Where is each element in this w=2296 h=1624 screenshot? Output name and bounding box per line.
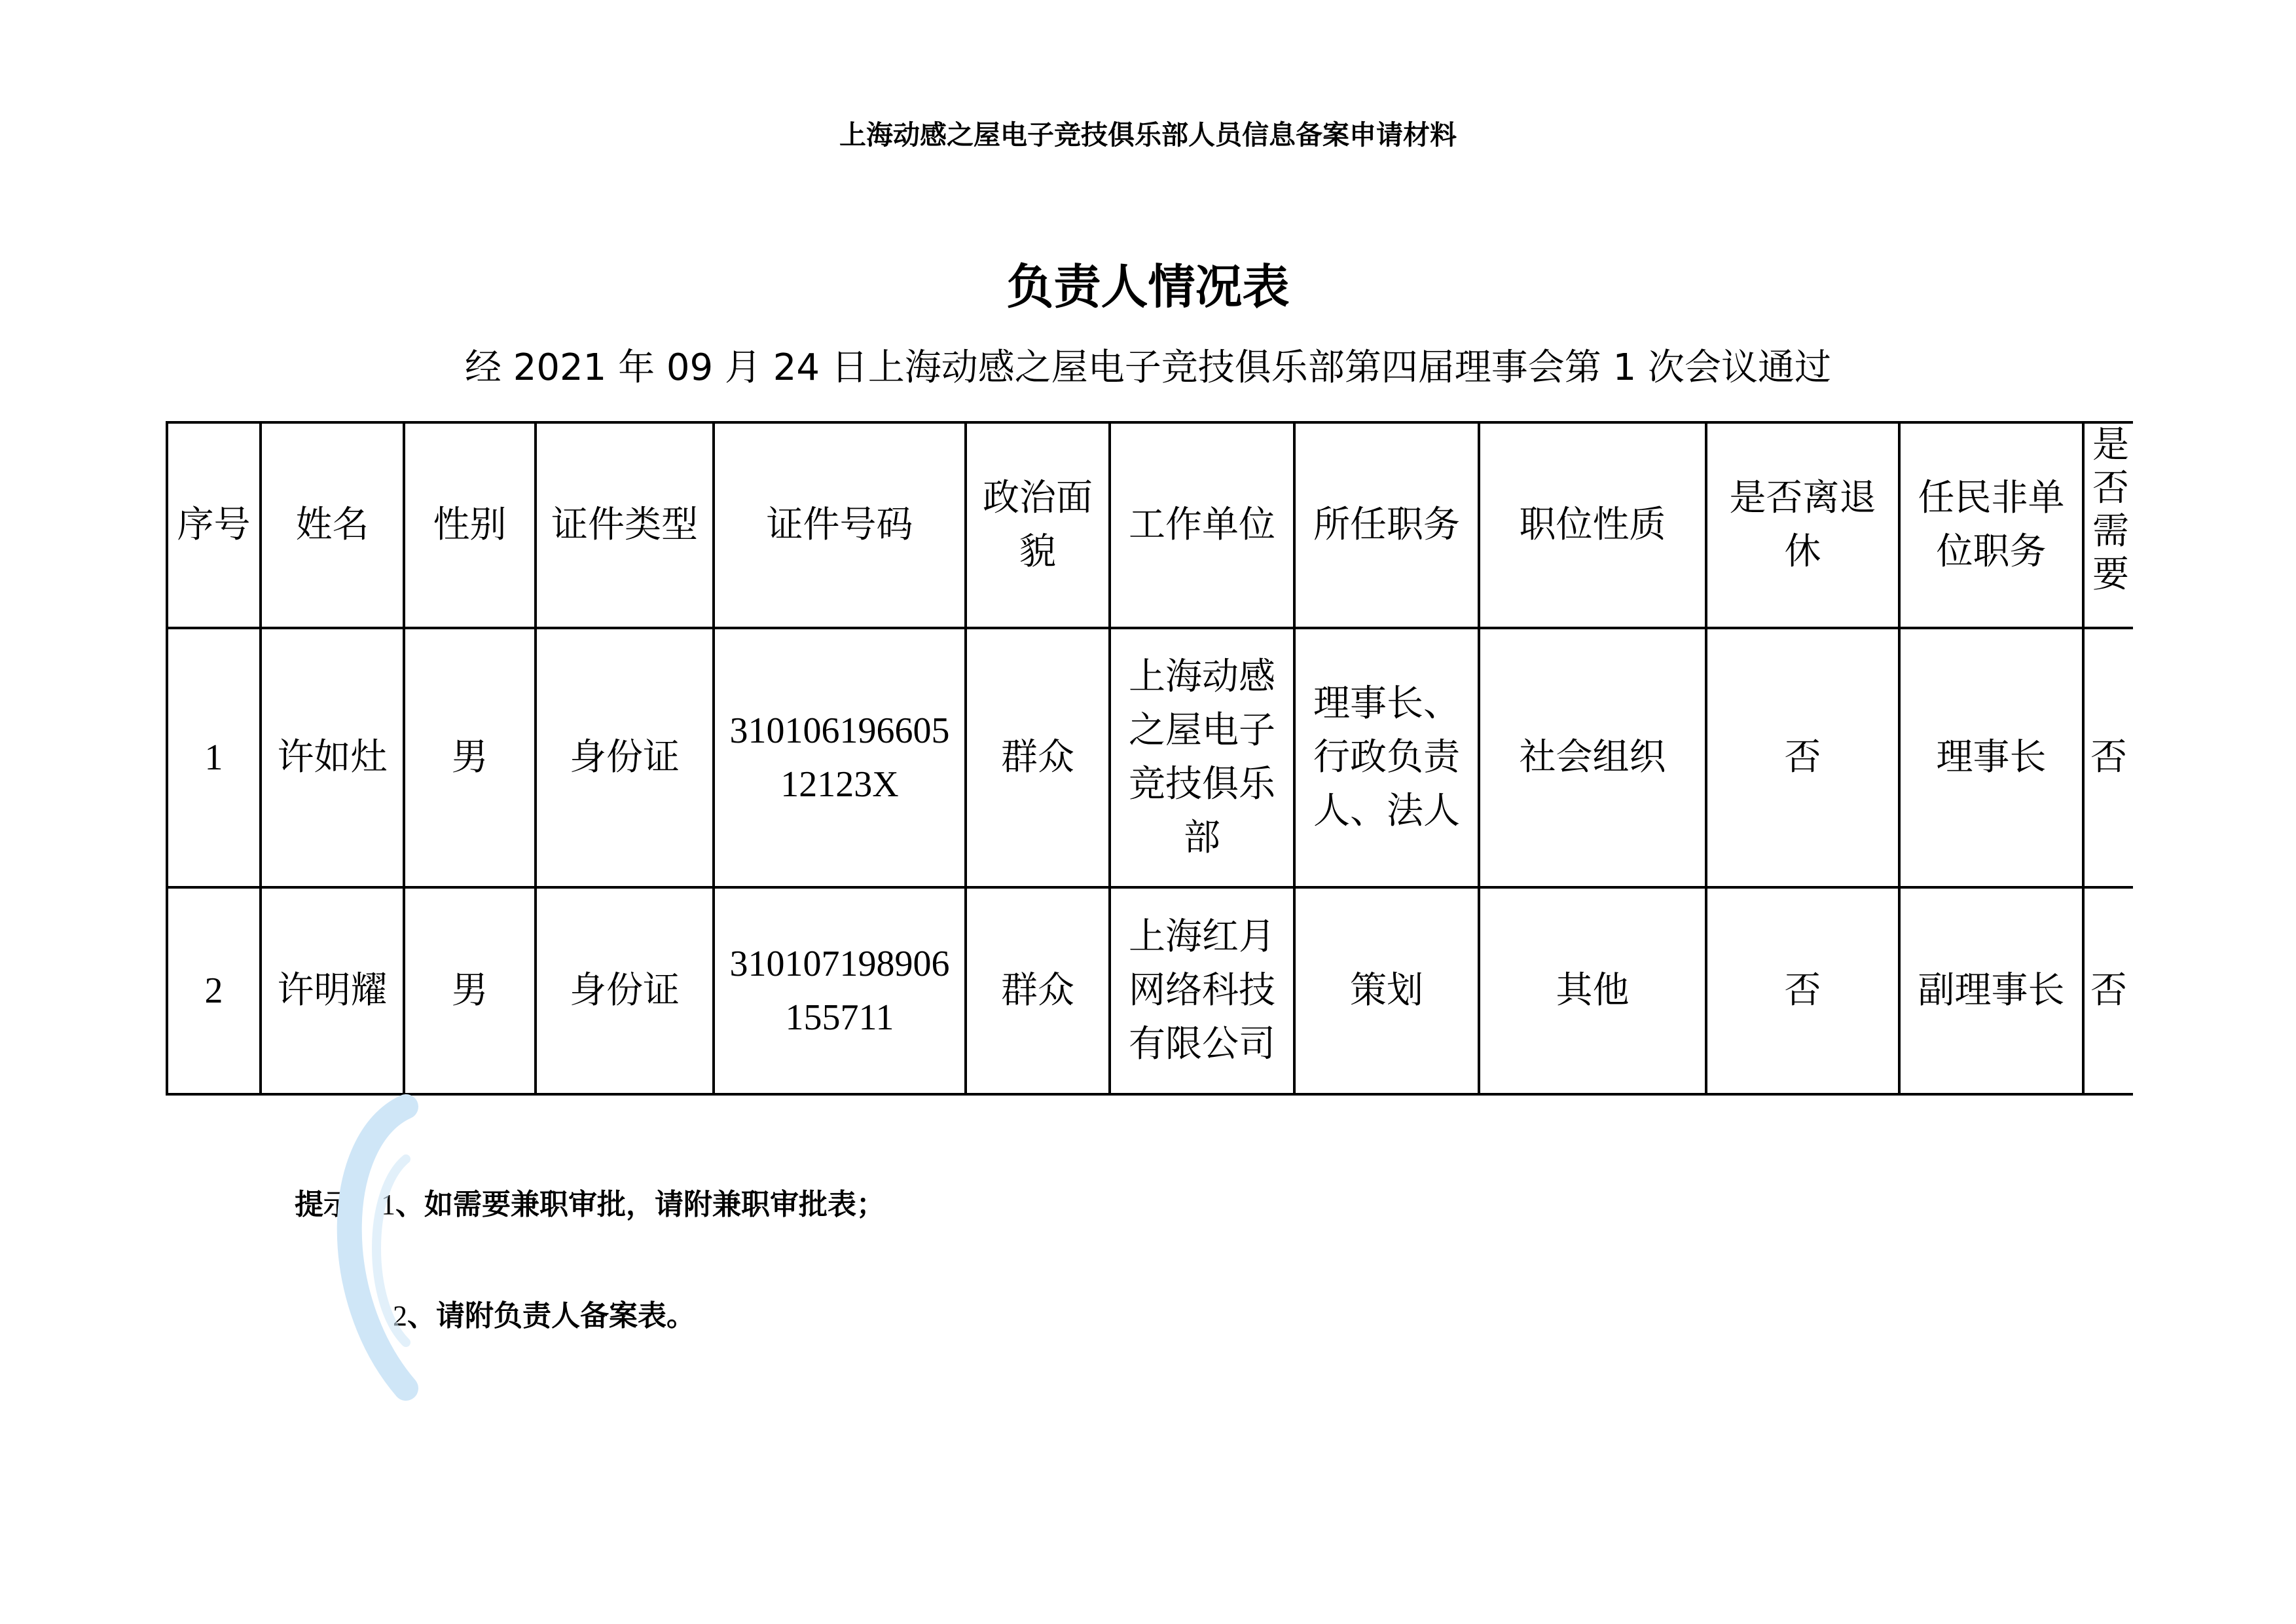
table-row (167, 887, 2133, 1094)
table-header-row (167, 422, 2133, 628)
cell-name: 许如灶 (261, 628, 404, 887)
cell-gender: 男 (404, 628, 536, 887)
cell-political-status: 群众 (966, 628, 1110, 887)
note-1-text: 、如需要兼职审批，请附兼职审批表； (395, 1188, 885, 1221)
column-header-org-position: 任民非单位职务 (1899, 422, 2083, 628)
column-header-gender: 性别 (404, 422, 536, 628)
cell-seq: 2 (167, 887, 261, 1094)
watermark-arc (350, 1107, 406, 1388)
column-header-name: 姓名 (261, 422, 404, 628)
cell-work-unit: 上海动感之屋电子竞技俱乐部 (1110, 628, 1294, 887)
watermark-logo-icon (308, 1080, 439, 1408)
table-container (166, 421, 2133, 1096)
cell-id-type: 身份证 (536, 628, 714, 887)
cell-position-nature: 其他 (1479, 887, 1706, 1094)
cell-id-type: 身份证 (536, 887, 714, 1094)
column-header-position-nature: 职位性质 (1479, 422, 1706, 628)
column-header-political-status: 政治面貌 (966, 422, 1110, 628)
note-2-number: 2 (393, 1300, 407, 1332)
note-2-text: 、请附负责人备案表。 (407, 1299, 695, 1333)
cell-retired: 否 (1706, 628, 1899, 887)
cell-seq: 1 (167, 628, 261, 887)
personnel-table (166, 421, 2133, 1096)
cell-id-number: 310107198906155711 (714, 887, 966, 1094)
column-header-retired: 是否离退休 (1706, 422, 1899, 628)
notes-section (295, 1185, 885, 1333)
cell-org-position: 副理事长 (1899, 887, 2083, 1094)
page-header: 上海动感之屋电子竞技俱乐部人员信息备案申请材料 (839, 119, 1457, 151)
cell-position: 理事长、行政负责人、法人 (1294, 628, 1479, 887)
cell-political-status: 群众 (966, 887, 1110, 1094)
column-header-work-unit: 工作单位 (1110, 422, 1294, 628)
table-row (167, 628, 2133, 887)
column-header-seq: 序号 (167, 422, 261, 628)
column-header-id-number: 证件号码 (714, 422, 966, 628)
note-prefix: 提示： (295, 1188, 381, 1221)
cell-required: 否 (2083, 628, 2133, 887)
document-subtitle: 经 2021 年 09 月 24 日上海动感之屋电子竞技俱乐部第四届理事会第 1 次会议通过 (464, 346, 1832, 389)
note-2 (295, 1297, 695, 1336)
cell-required: 否 (2083, 887, 2133, 1094)
column-header-id-type: 证件类型 (536, 422, 714, 628)
cell-gender: 男 (404, 887, 536, 1094)
cell-retired: 否 (1706, 887, 1899, 1094)
cell-position: 策划 (1294, 887, 1479, 1094)
document-title: 负责人情况表 (1006, 259, 1290, 314)
cell-id-number: 31010619660512123X (714, 628, 966, 887)
note-1-number: 1 (381, 1189, 395, 1221)
column-header-position: 所任职务 (1294, 422, 1479, 628)
cell-name: 许明耀 (261, 887, 404, 1094)
cell-position-nature: 社会组织 (1479, 628, 1706, 887)
cell-org-position: 理事长 (1899, 628, 2083, 887)
column-header-required (2083, 422, 2133, 628)
note-1 (295, 1185, 885, 1225)
column-header-required-label: 是否需要 (2092, 424, 2129, 596)
cell-work-unit: 上海红月网络科技有限公司 (1110, 887, 1294, 1094)
